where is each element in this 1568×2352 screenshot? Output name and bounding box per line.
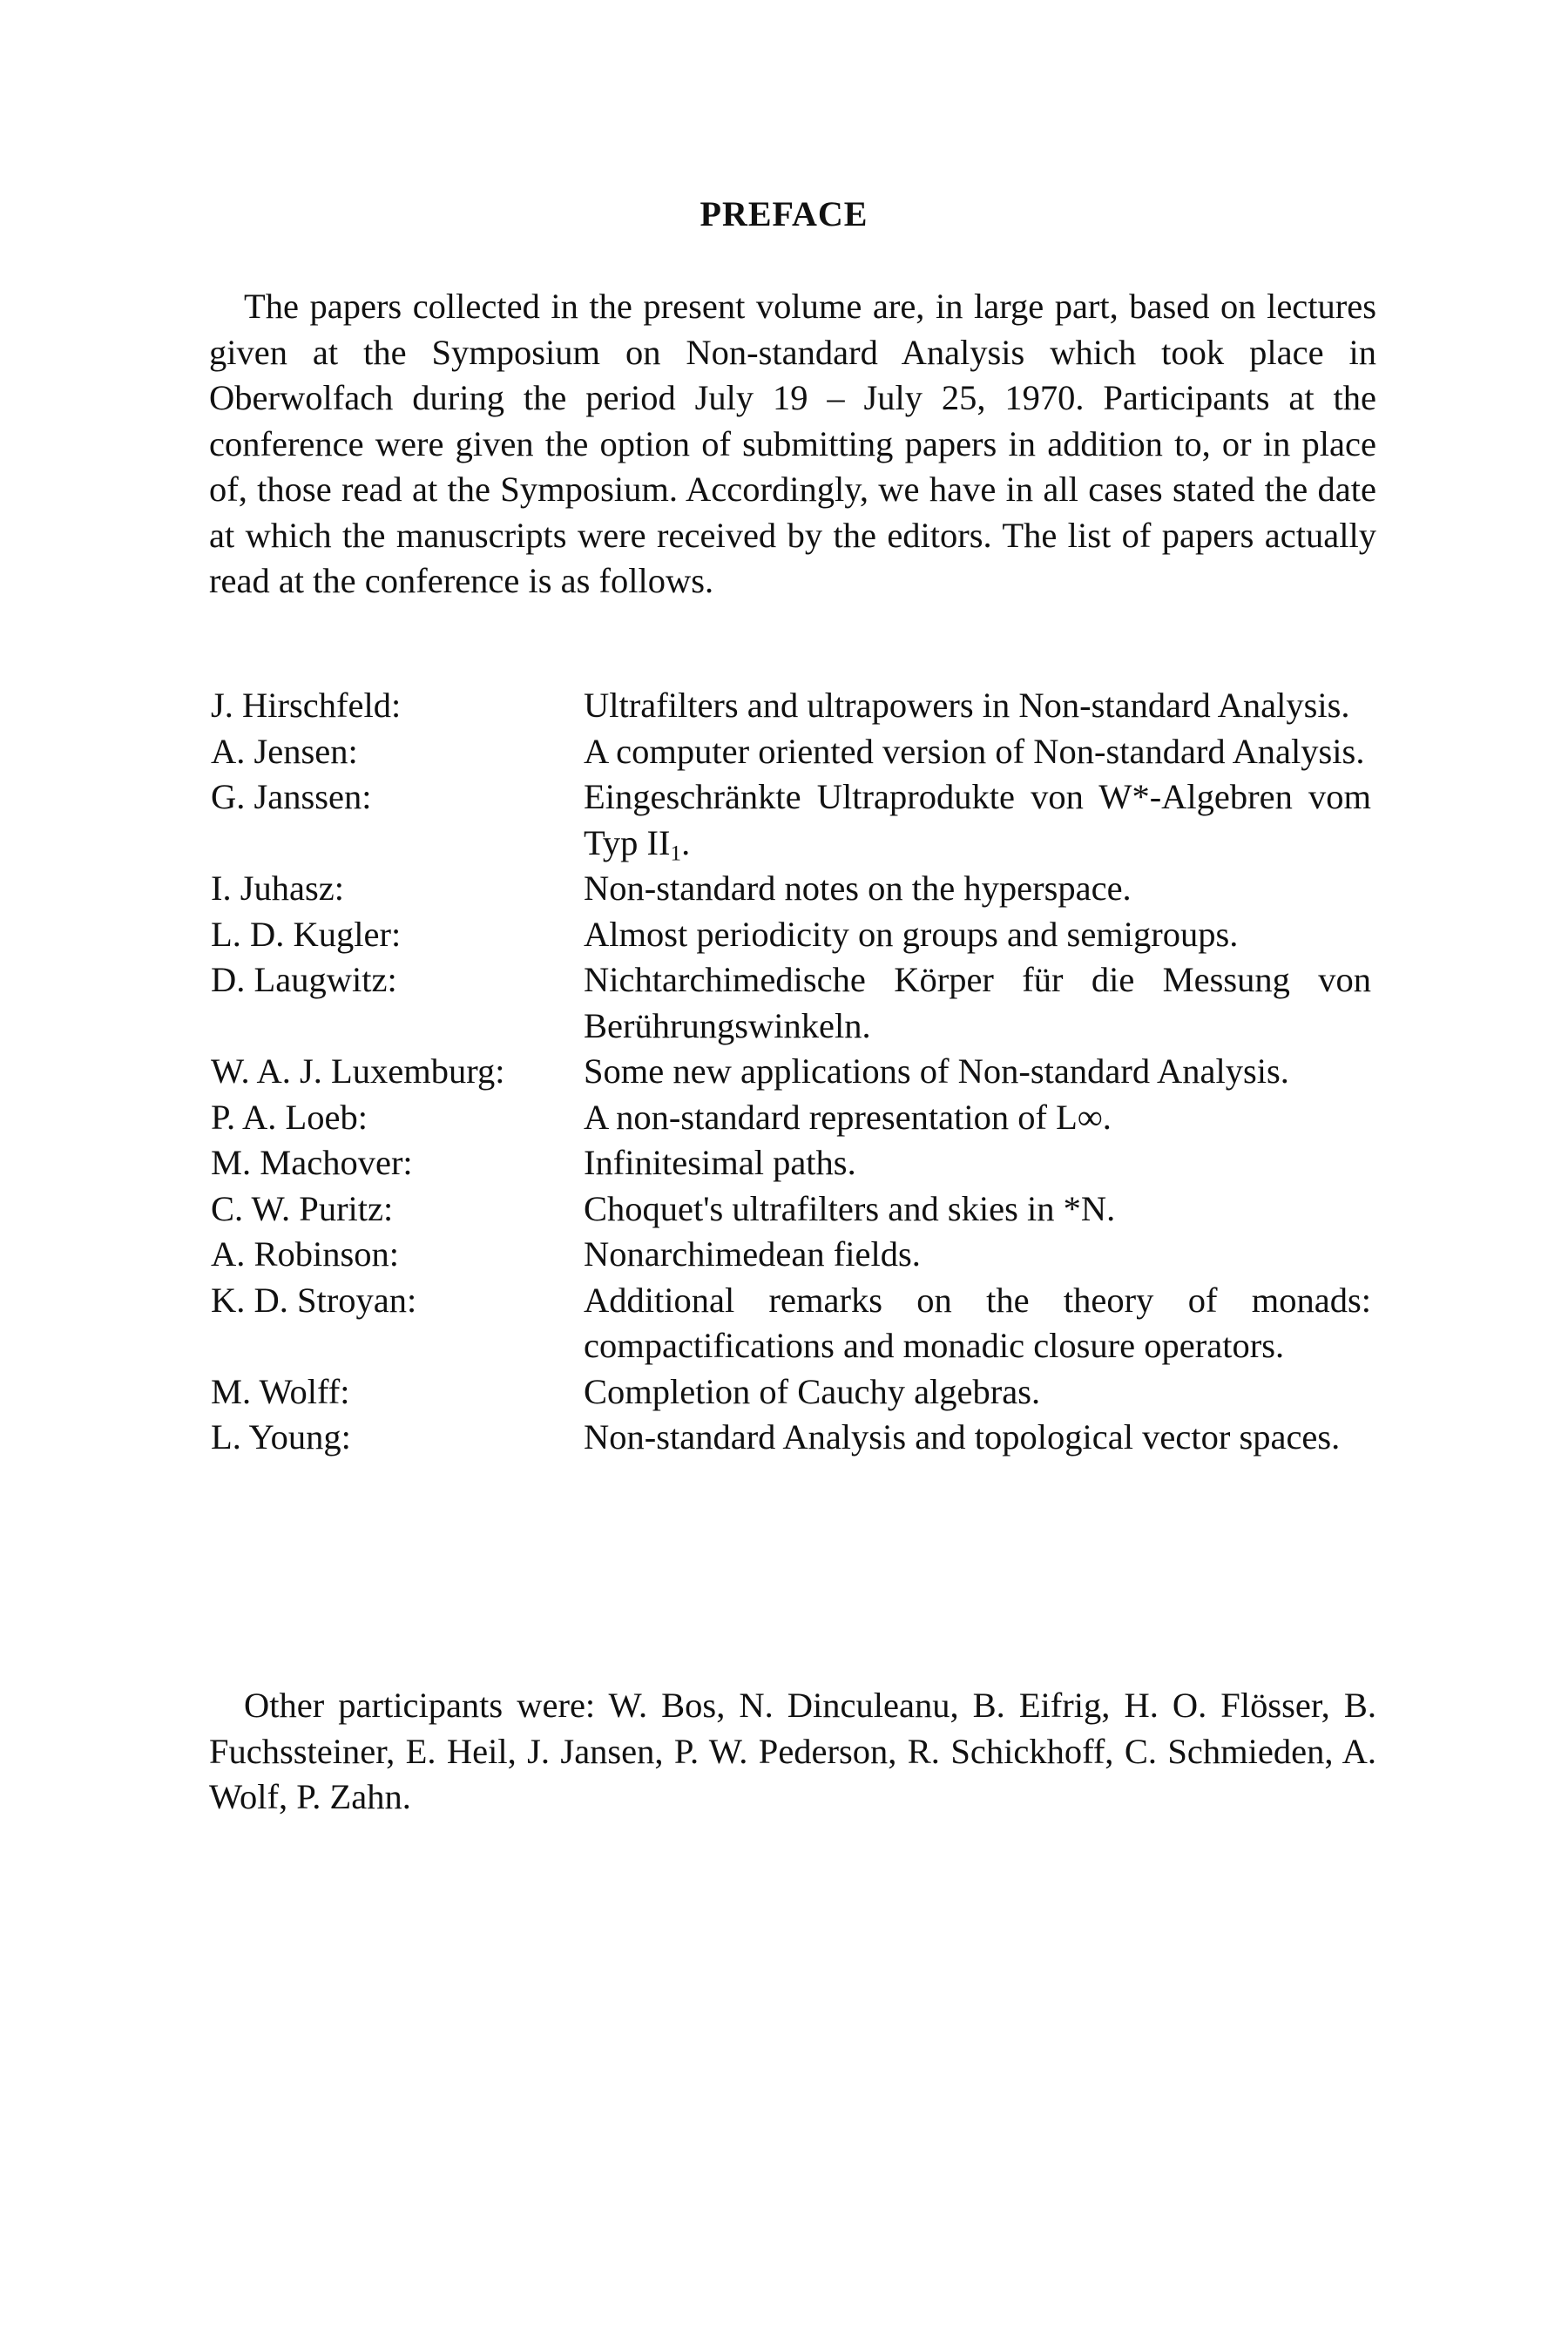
paper-author: W. A. J. Luxemburg:: [211, 1051, 505, 1091]
paper-entry: [211, 957, 1378, 1049]
intro-paragraph: The papers collected in the present volume are, in large part, based on lectures given at the Symposium on Non-standard Analysis which took place in Oberwolfach during the period July 19 – July 25, 1970. Participants at the conference were given the option of submitting papers in addition to, or in place of, those read at the Symposium. Accordingly, we have in all cases stated the date at which the manuscripts were received by the editors. The list of papers actually read at the conference is as follows.: [209, 287, 1376, 600]
paper-author: P. A. Loeb:: [211, 1097, 368, 1137]
paper-entry: [211, 1415, 1378, 1461]
paper-entry: [211, 1095, 1378, 1141]
paper-author: M. Machover:: [211, 1143, 413, 1182]
paper-author: D. Laugwitz:: [211, 960, 397, 999]
paper-title: Ultrafilters and ultrapowers in Non-standard Analysis.: [584, 686, 1350, 725]
paper-title: Completion of Cauchy algebras.: [584, 1371, 1041, 1411]
paper-title-subscript: 1: [670, 841, 682, 865]
paper-entry: [211, 912, 1378, 958]
paper-title: Additional remarks on the theory of monads: compactifications and monadic closure operators.: [584, 1280, 1371, 1365]
paper-title-suffix: .: [681, 822, 691, 862]
paper-author: A. Robinson:: [211, 1234, 400, 1274]
other-participants-paragraph: Other participants were: W. Bos, N. Dinculeanu, B. Eifrig, H. O. Flösser, B. Fuchssteiner, E. Heil, J. Jansen, P. W. Pederson, R. Schickhoff, C. Schmieden, A. Wolf, P. Zahn.: [209, 1686, 1376, 1816]
paper-author: L. D. Kugler:: [211, 914, 402, 954]
paper-entry: [211, 1278, 1378, 1369]
paper-title: Nonarchimedean fields.: [584, 1234, 921, 1274]
paper-title-text: Eingeschränkte Ultraprodukte von W*-Algebren vom Typ II: [584, 777, 1371, 862]
paper-entry: [211, 683, 1378, 729]
paper-author: I. Juhasz:: [211, 868, 344, 908]
paper-title: Almost periodicity on groups and semigroups.: [584, 914, 1239, 954]
paper-title: Choquet's ultrafilters and skies in *N.: [584, 1188, 1116, 1228]
paper-title: Some new applications of Non-standard Analysis.: [584, 1051, 1289, 1091]
paper-author: G. Janssen:: [211, 777, 372, 816]
paper-author: K. D. Stroyan:: [211, 1280, 417, 1320]
paper-title: A non-standard representation of L∞.: [584, 1097, 1112, 1137]
paper-title: [584, 774, 1378, 866]
paper-title: Infinitesimal paths.: [584, 1143, 856, 1182]
paper-author: A. Jensen:: [211, 731, 358, 771]
paper-entry: [211, 1232, 1378, 1278]
paper-author: L. Young:: [211, 1417, 351, 1456]
paper-entry: [211, 866, 1378, 912]
paper-title: A computer oriented version of Non-standard Analysis.: [584, 731, 1365, 771]
paper-title: Non-standard Analysis and topological vector spaces.: [584, 1417, 1341, 1456]
paper-entry: [211, 1140, 1378, 1186]
paper-entry: [211, 774, 1378, 866]
paper-author: M. Wolff:: [211, 1371, 350, 1411]
page-title: PREFACE: [700, 194, 868, 233]
paper-title: Nichtarchimedische Körper für die Messung von Berührungswinkeln.: [584, 960, 1371, 1045]
paper-entry: [211, 1186, 1378, 1233]
paper-author: J. Hirschfeld:: [211, 686, 402, 725]
paper-entry: [211, 729, 1378, 775]
paper-author: C. W. Puritz:: [211, 1188, 394, 1228]
paper-entry: [211, 1369, 1378, 1416]
papers-list: [211, 683, 1378, 1461]
paper-title: Non-standard notes on the hyperspace.: [584, 868, 1132, 908]
paper-entry: [211, 1049, 1378, 1095]
